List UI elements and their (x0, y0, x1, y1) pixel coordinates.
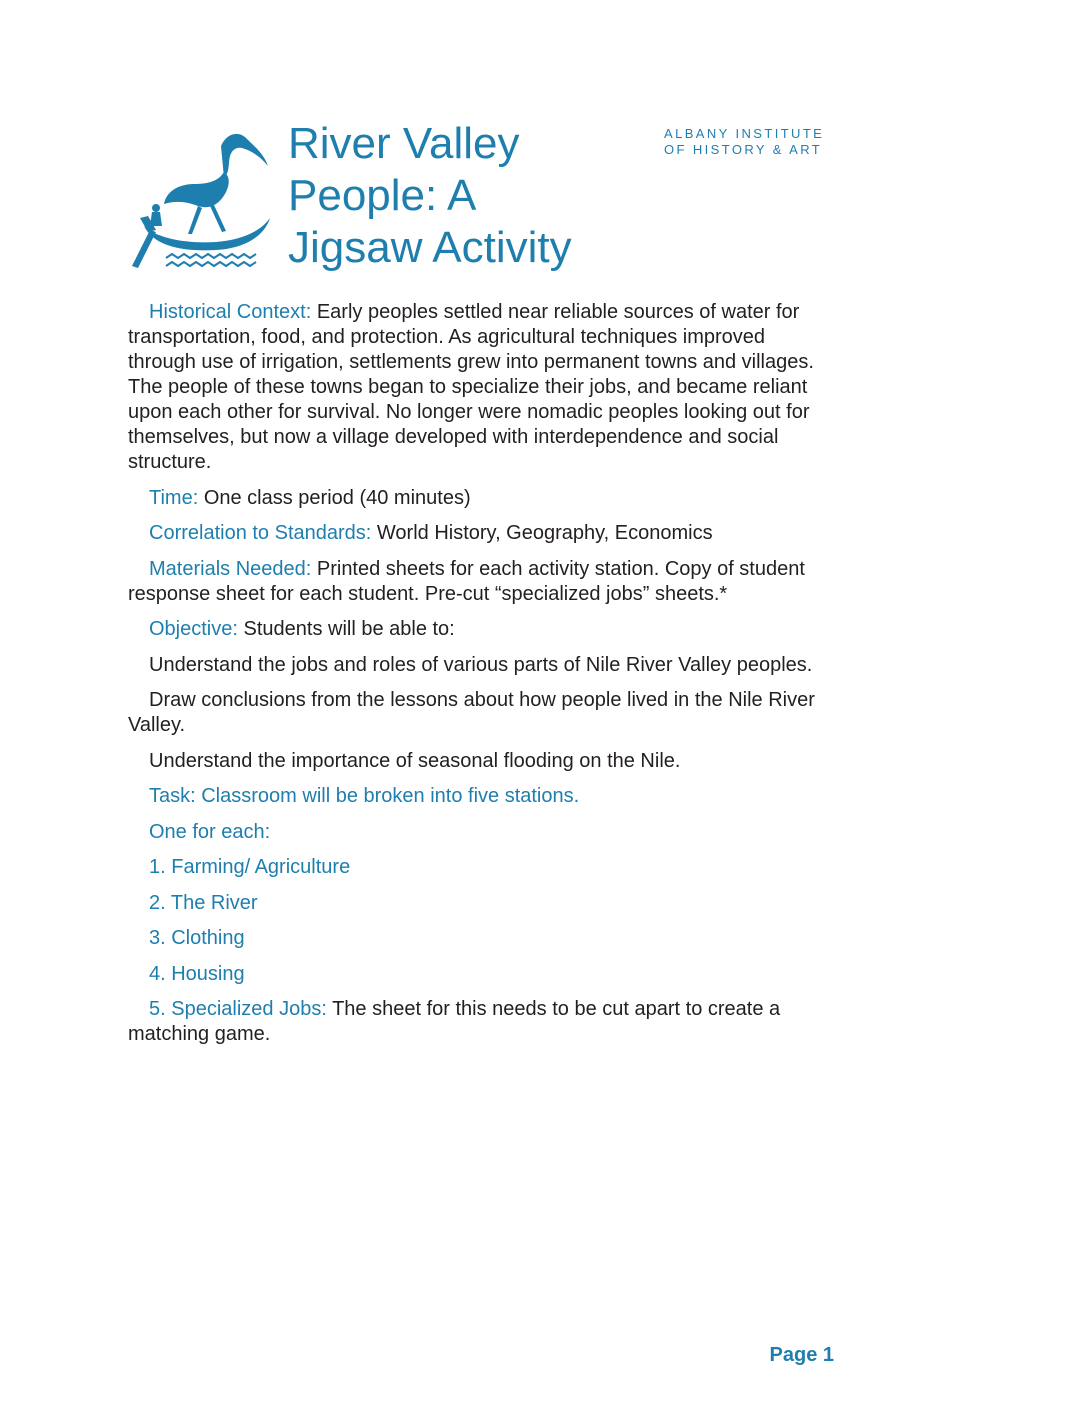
station-5-paragraph (128, 997, 838, 1047)
objective-item: Understand the importance of seasonal flooding on the Nile. (149, 749, 681, 772)
time-paragraph (128, 486, 838, 511)
materials-label: Materials Needed: (149, 557, 312, 580)
title-line-1: River Valley (288, 119, 520, 168)
station-5-label: 5. Specialized Jobs: (149, 998, 327, 1020)
objective-item: Draw conclusions from the lessons about how people lived in the Nile River Valley. (128, 689, 815, 736)
historical-context-label: Historical Context: (149, 301, 312, 323)
objective-item: Understand the jobs and roles of various parts of Nile River Valley peoples. (149, 653, 813, 676)
organization-name (664, 126, 844, 158)
materials-paragraph (128, 557, 838, 607)
one-for-each: One for each: (149, 820, 271, 843)
page-title (288, 118, 668, 274)
objective-text: Students will be able to: (237, 618, 455, 640)
task-paragraph: Task: Classroom will be broken into five stations. (149, 785, 580, 807)
station-item: 4. Housing (149, 962, 245, 985)
station-item: 1. Farming/ Agriculture (149, 856, 351, 878)
historical-context-text: Early peoples settled near reliable sources of water for transportation, food, and protection. As agricultural techniques improved through use of irrigation, settlements grew into permanent towns and villages. The people of these towns began to specialize their jobs, and became reliant upon each other for survival. No longer were nomadic peoples looking out for themselves, but now a village developed with interdependence and social structure. (128, 301, 814, 473)
time-label: Time: (149, 486, 199, 509)
page-number: Page 1 (769, 1344, 834, 1366)
org-line-2: OF HISTORY & ART (664, 142, 823, 157)
station-item: 3. Clothing (149, 927, 245, 949)
ibis-boat-logo-icon (126, 126, 276, 276)
station-5-text: The sheet for this needs to be cut apart to create a matching game. (128, 998, 781, 1045)
time-text: One class period (40 minutes) (198, 486, 471, 509)
correlation-label: Correlation to Standards: (149, 522, 372, 544)
objective-label: Objective: (149, 618, 238, 640)
correlation-paragraph (128, 521, 838, 546)
main-content (128, 300, 838, 1058)
objective-paragraph (128, 617, 838, 642)
materials-text: Printed sheets for each activity station. Copy of student response sheet for each student. Pre-cut “specialized jobs” sheets.* (128, 557, 805, 605)
historical-context-paragraph (128, 300, 838, 475)
station-item: 2. The River (149, 891, 258, 914)
title-line-2: People: A (288, 171, 477, 220)
org-line-1: ALBANY INSTITUTE (664, 126, 825, 141)
correlation-text: World History, Geography, Economics (371, 522, 713, 544)
title-line-3: Jigsaw Activity (288, 223, 572, 272)
